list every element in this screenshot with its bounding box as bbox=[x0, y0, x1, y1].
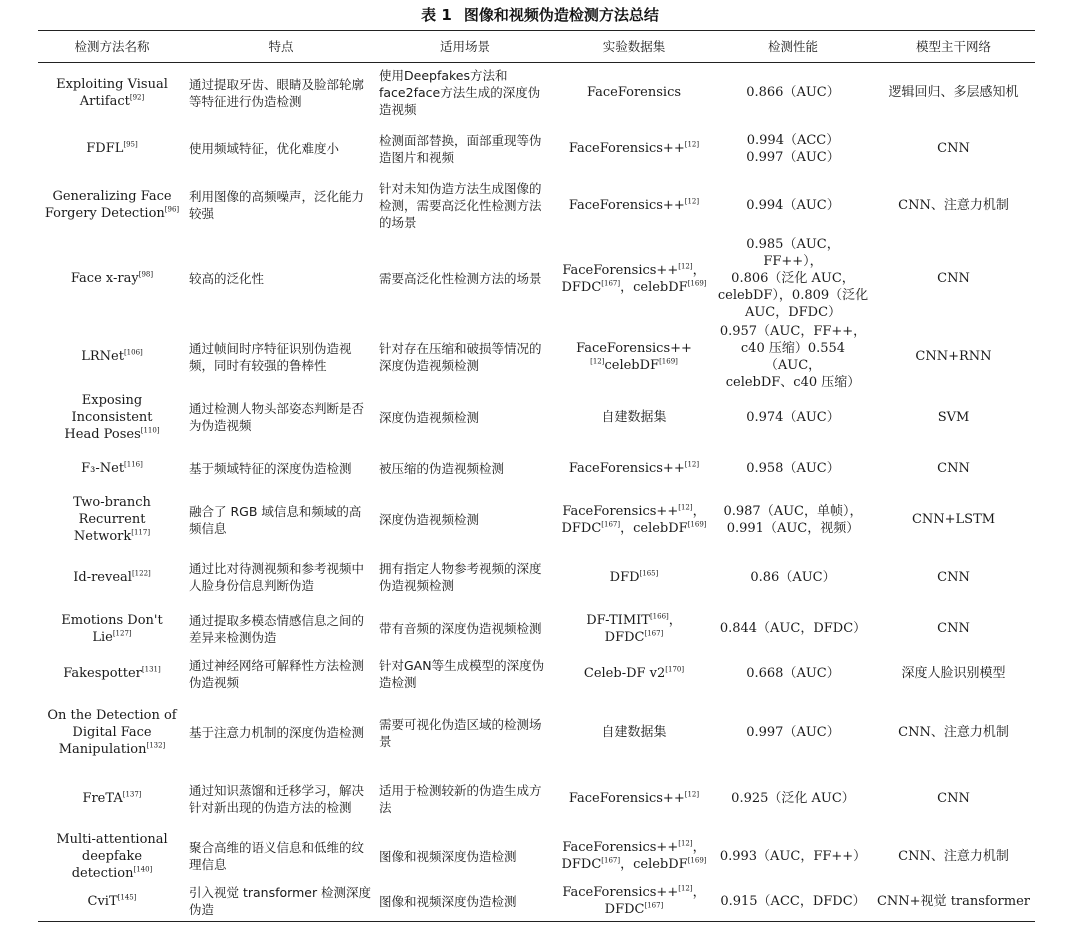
cell-backbone: CNN+RNN bbox=[915, 349, 992, 364]
dataset-name: FaceForensics++ bbox=[568, 460, 685, 476]
citation-ref: [12] bbox=[678, 262, 693, 271]
cell-method-name bbox=[38, 546, 186, 609]
cell-dataset bbox=[554, 175, 714, 236]
cell-features: 引入视觉 transformer 检测深度伪造 bbox=[189, 885, 372, 918]
header-method-name: 检测方法名称 bbox=[74, 39, 150, 54]
dataset-name: celebDF bbox=[604, 357, 660, 373]
performance-line: 0.994（AUC） bbox=[746, 197, 840, 213]
performance-line: 0.957（AUC，FF++， bbox=[719, 323, 867, 339]
cell-performance bbox=[714, 123, 872, 175]
performance-line: 0.985（AUC，FF++）， bbox=[746, 237, 840, 269]
cell-method-name bbox=[38, 123, 186, 175]
citation-ref: [110] bbox=[140, 426, 160, 435]
cell-features: 通过提取多模态情感信息之间的差异来检测伪造 bbox=[189, 612, 365, 645]
performance-line: celebDF），0.809（泛化 bbox=[717, 288, 869, 303]
citation-ref: [117] bbox=[131, 528, 151, 537]
method-name-line: Multi-attentional bbox=[56, 831, 168, 847]
table-header bbox=[38, 31, 1035, 63]
cell-scenario: 被压缩的伪造视频检测 bbox=[379, 460, 505, 476]
citation-ref: [165] bbox=[639, 569, 659, 578]
dataset-name: DFDC bbox=[561, 520, 602, 536]
dataset-name: DFDC bbox=[561, 279, 602, 295]
cell-features: 聚合高维的语义信息和低维的纹理信息 bbox=[189, 840, 365, 872]
cell-dataset bbox=[554, 322, 714, 392]
cell-dataset bbox=[554, 123, 714, 175]
cell-dataset bbox=[554, 649, 714, 699]
table-row bbox=[38, 322, 1035, 392]
dataset-name: FaceForensics++ bbox=[562, 840, 679, 855]
performance-line: c40 压缩）0.554（AUC， bbox=[740, 340, 846, 373]
method-name-line: Exposing Inconsistent bbox=[71, 392, 153, 425]
cell-backbone: CNN、注意力机制 bbox=[898, 848, 1009, 864]
cell-backbone: CNN bbox=[937, 460, 970, 476]
method-name-line: Head Poses[110] bbox=[64, 426, 160, 442]
method-name-line: Digital Face bbox=[72, 725, 152, 740]
citation-ref: [12] bbox=[678, 503, 693, 512]
cell-features: 通过检测人物头部姿态判断是否为伪造视频 bbox=[189, 401, 365, 433]
cell-dataset bbox=[554, 609, 714, 649]
table-row bbox=[38, 494, 1035, 546]
performance-line: 0.993（AUC，FF++） bbox=[719, 848, 867, 864]
cell-performance bbox=[714, 322, 872, 392]
dataset-name: FaceForensics++ bbox=[568, 197, 685, 213]
dataset-name: DFD bbox=[609, 569, 640, 585]
table-row bbox=[38, 699, 1035, 767]
performance-line: 0.806（泛化 AUC， bbox=[731, 271, 855, 286]
cell-method-name bbox=[38, 831, 186, 882]
cell-method-name bbox=[38, 494, 186, 546]
table-row bbox=[38, 175, 1035, 236]
cell-dataset bbox=[554, 831, 714, 882]
dataset-name: DFDC bbox=[604, 629, 645, 645]
method-name-line: Manipulation[132] bbox=[58, 741, 166, 757]
cell-backbone: CNN、注意力机制 bbox=[898, 197, 1009, 213]
table-row bbox=[38, 546, 1035, 609]
citation-ref: [12] bbox=[684, 197, 700, 206]
table-row bbox=[38, 649, 1035, 699]
cell-dataset bbox=[554, 392, 714, 443]
separator: ， bbox=[692, 840, 706, 855]
performance-line: 0.668（AUC） bbox=[746, 666, 840, 681]
dataset-name: celebDF bbox=[633, 857, 688, 872]
performance-line: 0.925（泛化 AUC） bbox=[731, 791, 855, 806]
citation-ref: [122] bbox=[131, 569, 151, 578]
cell-method-name bbox=[38, 236, 186, 322]
performance-line: celebDF、c40 压缩） bbox=[725, 374, 861, 390]
cell-features: 使用频域特征，优化难度小 bbox=[189, 141, 340, 156]
citation-ref: [96] bbox=[164, 205, 180, 214]
header-dataset: 实验数据集 bbox=[602, 39, 666, 54]
cell-dataset bbox=[554, 699, 714, 767]
table-row bbox=[38, 392, 1035, 443]
separator: ， bbox=[692, 262, 706, 278]
performance-line: 0.987（AUC，单帧）， bbox=[723, 503, 863, 519]
dataset-name: celebDF bbox=[633, 279, 688, 295]
method-name-line: Id-reveal[122] bbox=[73, 569, 151, 585]
dataset-name: DFDC bbox=[604, 902, 645, 918]
cell-features: 融合了 RGB 域信息和频域的高频信息 bbox=[189, 503, 362, 536]
dataset-name: DF-TIMIT bbox=[586, 612, 650, 628]
cell-features: 通过帧间时序特征识别伪造视频，同时有较强的鲁棒性 bbox=[189, 340, 352, 373]
separator: ， bbox=[620, 520, 634, 536]
cell-scenario: 针对存在压缩和破损等情况的深度伪造视频检测 bbox=[379, 340, 542, 373]
cell-method-name bbox=[38, 443, 186, 494]
method-name-line: F₃-Net[116] bbox=[81, 460, 143, 476]
cell-scenario: 针对未知伪造方法生成图像的检测，需要高泛化性检测方法的场景 bbox=[379, 180, 542, 230]
cell-method-name bbox=[38, 882, 186, 922]
dataset-name: FaceForensics++ bbox=[568, 791, 685, 806]
cell-features: 利用图像的高频噪声，泛化能力较强 bbox=[189, 189, 365, 221]
citation-ref: [169] bbox=[687, 520, 707, 529]
method-name-line: deepfake detection[140] bbox=[71, 848, 153, 881]
method-name-line: Artifact[92] bbox=[79, 93, 145, 109]
cell-backbone: CNN bbox=[937, 141, 970, 156]
cell-scenario: 拥有指定人物参考视频的深度伪造视频检测 bbox=[379, 561, 542, 593]
cell-performance bbox=[714, 831, 872, 882]
citation-ref: [132] bbox=[146, 741, 166, 750]
cell-scenario: 图像和视频深度伪造检测 bbox=[379, 893, 517, 909]
header-performance: 检测性能 bbox=[767, 39, 818, 54]
cell-performance bbox=[714, 63, 872, 123]
cell-backbone: CNN+LSTM bbox=[911, 512, 996, 527]
citation-ref: [169] bbox=[687, 856, 707, 865]
performance-line: 0.844（AUC，DFDC） bbox=[719, 621, 867, 636]
citation-ref: [116] bbox=[124, 460, 143, 469]
cell-backbone: CNN、注意力机制 bbox=[898, 725, 1009, 740]
method-name-line: Exploiting Visual bbox=[56, 76, 168, 92]
performance-line: 0.866（AUC） bbox=[746, 85, 840, 101]
cell-scenario: 图像和视频深度伪造检测 bbox=[379, 848, 517, 864]
dataset-name: 自建数据集 bbox=[601, 725, 667, 740]
citation-ref: [127] bbox=[112, 629, 132, 638]
cell-features: 通过比对待测视频和参考视频中人脸身份信息判断伪造 bbox=[189, 561, 365, 593]
dataset-name: FaceForensics++ bbox=[562, 885, 679, 901]
citation-ref: [167] bbox=[644, 901, 664, 910]
dataset-name: FaceForensics++ bbox=[562, 262, 679, 278]
cell-backbone: 逻辑回归、多层感知机 bbox=[888, 85, 1019, 101]
cell-performance bbox=[714, 392, 872, 443]
table-caption bbox=[0, 4, 1080, 25]
cell-dataset bbox=[554, 443, 714, 494]
citation-ref: [95] bbox=[123, 140, 138, 149]
cell-performance bbox=[714, 767, 872, 831]
performance-line: AUC，DFDC） bbox=[744, 305, 842, 320]
cell-performance bbox=[714, 546, 872, 609]
cell-backbone: SVM bbox=[937, 409, 970, 425]
separator: ， bbox=[692, 503, 706, 519]
cell-performance bbox=[714, 609, 872, 649]
table-title: 图像和视频伪造检测方法总结 bbox=[463, 6, 659, 24]
citation-ref: [92] bbox=[129, 93, 145, 102]
citation-ref: [145] bbox=[117, 893, 137, 902]
performance-line: 0.997（AUC） bbox=[746, 149, 840, 165]
cell-dataset bbox=[554, 882, 714, 922]
dataset-name: FaceForensics++ bbox=[568, 141, 685, 156]
separator: ， bbox=[692, 885, 706, 901]
method-name-line: FDFL[95] bbox=[86, 140, 138, 156]
cell-scenario: 使用Deepfakes方法和face2face方法生成的深度伪造视频 bbox=[379, 68, 541, 118]
cell-method-name bbox=[38, 322, 186, 392]
cell-scenario: 适用于检测较新的伪造生成方法 bbox=[379, 782, 542, 815]
cell-scenario: 深度伪造视频检测 bbox=[379, 512, 480, 527]
cell-features: 通过知识蒸馏和迁移学习，解决针对新出现的伪造方法的检测 bbox=[189, 782, 365, 815]
cell-performance bbox=[714, 443, 872, 494]
method-name-line: Generalizing Face bbox=[52, 189, 172, 204]
citation-ref: [106] bbox=[123, 348, 143, 357]
table-row bbox=[38, 882, 1035, 922]
cell-backbone: CNN bbox=[937, 791, 970, 806]
citation-ref: [169] bbox=[659, 357, 678, 366]
cell-backbone: CNN bbox=[937, 569, 970, 585]
method-name-line: On the Detection of bbox=[47, 708, 177, 723]
dataset-name: FaceForensics++ bbox=[576, 340, 692, 356]
citation-ref: [12] bbox=[678, 884, 693, 893]
table-row bbox=[38, 123, 1035, 175]
table-body bbox=[38, 63, 1035, 922]
method-name-line: CviT[145] bbox=[87, 893, 137, 909]
cell-performance bbox=[714, 699, 872, 767]
citation-ref: [167] bbox=[601, 856, 621, 865]
method-name-line: Forgery Detection[96] bbox=[44, 205, 180, 221]
cell-method-name bbox=[38, 392, 186, 443]
table-row bbox=[38, 236, 1035, 322]
citation-ref: [170] bbox=[665, 665, 685, 674]
cell-performance bbox=[714, 882, 872, 922]
cell-performance bbox=[714, 649, 872, 699]
performance-line: 0.991（AUC，视频） bbox=[726, 520, 860, 536]
methods-table bbox=[38, 30, 1035, 922]
method-name-line: Network[117] bbox=[73, 528, 151, 544]
citation-ref: [166] bbox=[649, 612, 669, 621]
cell-dataset bbox=[554, 546, 714, 609]
citation-ref: [12] bbox=[684, 790, 700, 799]
cell-features: 通过神经网络可解释性方法检测伪造视频 bbox=[189, 657, 365, 690]
cell-scenario: 检测面部替换，面部重现等伪造图片和视频 bbox=[379, 132, 542, 165]
cell-method-name bbox=[38, 699, 186, 767]
table-number: 表 1 bbox=[421, 6, 452, 24]
performance-line: 0.86（AUC） bbox=[750, 569, 836, 585]
separator: ， bbox=[668, 612, 682, 628]
method-name-line: LRNet[106] bbox=[81, 348, 143, 364]
citation-ref: [167] bbox=[644, 629, 664, 638]
citation-ref: [12] bbox=[590, 357, 605, 366]
dataset-name: FaceForensics bbox=[586, 85, 682, 101]
citation-ref: [131] bbox=[141, 665, 161, 674]
cell-backbone: CNN bbox=[937, 271, 970, 286]
dataset-name: celebDF bbox=[633, 520, 688, 536]
cell-performance bbox=[714, 494, 872, 546]
citation-ref: [140] bbox=[133, 865, 153, 874]
cell-backbone: 深度人脸识别模型 bbox=[901, 666, 1006, 681]
cell-dataset bbox=[554, 767, 714, 831]
cell-dataset bbox=[554, 494, 714, 546]
dataset-name: FaceForensics++ bbox=[562, 503, 679, 519]
performance-line: 0.958（AUC） bbox=[746, 460, 840, 476]
dataset-name: DFDC bbox=[561, 857, 602, 872]
header-backbone: 模型主干网络 bbox=[915, 39, 991, 54]
citation-ref: [98] bbox=[138, 270, 154, 279]
table-row bbox=[38, 831, 1035, 882]
method-name-line: Fakespotter[131] bbox=[63, 665, 161, 681]
cell-backbone: CNN bbox=[937, 621, 970, 636]
cell-method-name bbox=[38, 649, 186, 699]
dataset-name: 自建数据集 bbox=[601, 409, 667, 425]
citation-ref: [12] bbox=[678, 839, 693, 848]
cell-method-name bbox=[38, 767, 186, 831]
cell-method-name bbox=[38, 63, 186, 123]
performance-line: 0.997（AUC） bbox=[746, 725, 840, 740]
cell-scenario: 带有音频的深度伪造视频检测 bbox=[379, 621, 542, 636]
cell-backbone: CNN+视觉 transformer bbox=[876, 893, 1031, 909]
method-name-line: FreTA[137] bbox=[82, 790, 142, 806]
cell-scenario: 针对GAN等生成模型的深度伪造检测 bbox=[379, 657, 545, 690]
performance-line: 0.974（AUC） bbox=[746, 409, 840, 425]
cell-features: 通过提取牙齿、眼睛及脸部轮廓等特征进行伪造检测 bbox=[189, 76, 365, 109]
cell-features: 基于频域特征的深度伪造检测 bbox=[189, 460, 352, 476]
table-row bbox=[38, 767, 1035, 831]
separator: ， bbox=[620, 279, 634, 295]
header-features: 特点 bbox=[268, 39, 294, 54]
table-row bbox=[38, 609, 1035, 649]
citation-ref: [167] bbox=[601, 520, 621, 529]
cell-scenario: 需要高泛化性检测方法的场景 bbox=[379, 271, 542, 286]
cell-scenario: 深度伪造视频检测 bbox=[379, 409, 480, 425]
cell-method-name bbox=[38, 609, 186, 649]
performance-line: 0.994（ACC） bbox=[746, 132, 840, 148]
cell-features: 较高的泛化性 bbox=[189, 271, 265, 286]
cell-performance bbox=[714, 236, 872, 322]
cell-method-name bbox=[38, 175, 186, 236]
citation-ref: [12] bbox=[684, 460, 700, 469]
method-name-line: Face x-ray[98] bbox=[70, 270, 154, 286]
cell-scenario: 需要可视化伪造区域的检测场景 bbox=[379, 716, 542, 749]
separator: ， bbox=[620, 857, 634, 872]
citation-ref: [169] bbox=[687, 279, 707, 288]
header-scenario: 适用场景 bbox=[439, 39, 490, 54]
method-name-line: Emotions Don't Lie[127] bbox=[61, 612, 163, 645]
cell-performance bbox=[714, 175, 872, 236]
cell-dataset bbox=[554, 236, 714, 322]
citation-ref: [167] bbox=[601, 279, 621, 288]
citation-ref: [137] bbox=[122, 790, 142, 799]
cell-features: 基于注意力机制的深度伪造检测 bbox=[189, 725, 365, 740]
method-name-line: Two-branch Recurrent bbox=[73, 495, 151, 527]
table-row bbox=[38, 443, 1035, 494]
cell-dataset bbox=[554, 63, 714, 123]
performance-line: 0.915（ACC，DFDC） bbox=[720, 893, 866, 909]
table-row bbox=[38, 63, 1035, 123]
citation-ref: [12] bbox=[684, 140, 700, 149]
dataset-name: Celeb-DF v2 bbox=[583, 666, 666, 681]
